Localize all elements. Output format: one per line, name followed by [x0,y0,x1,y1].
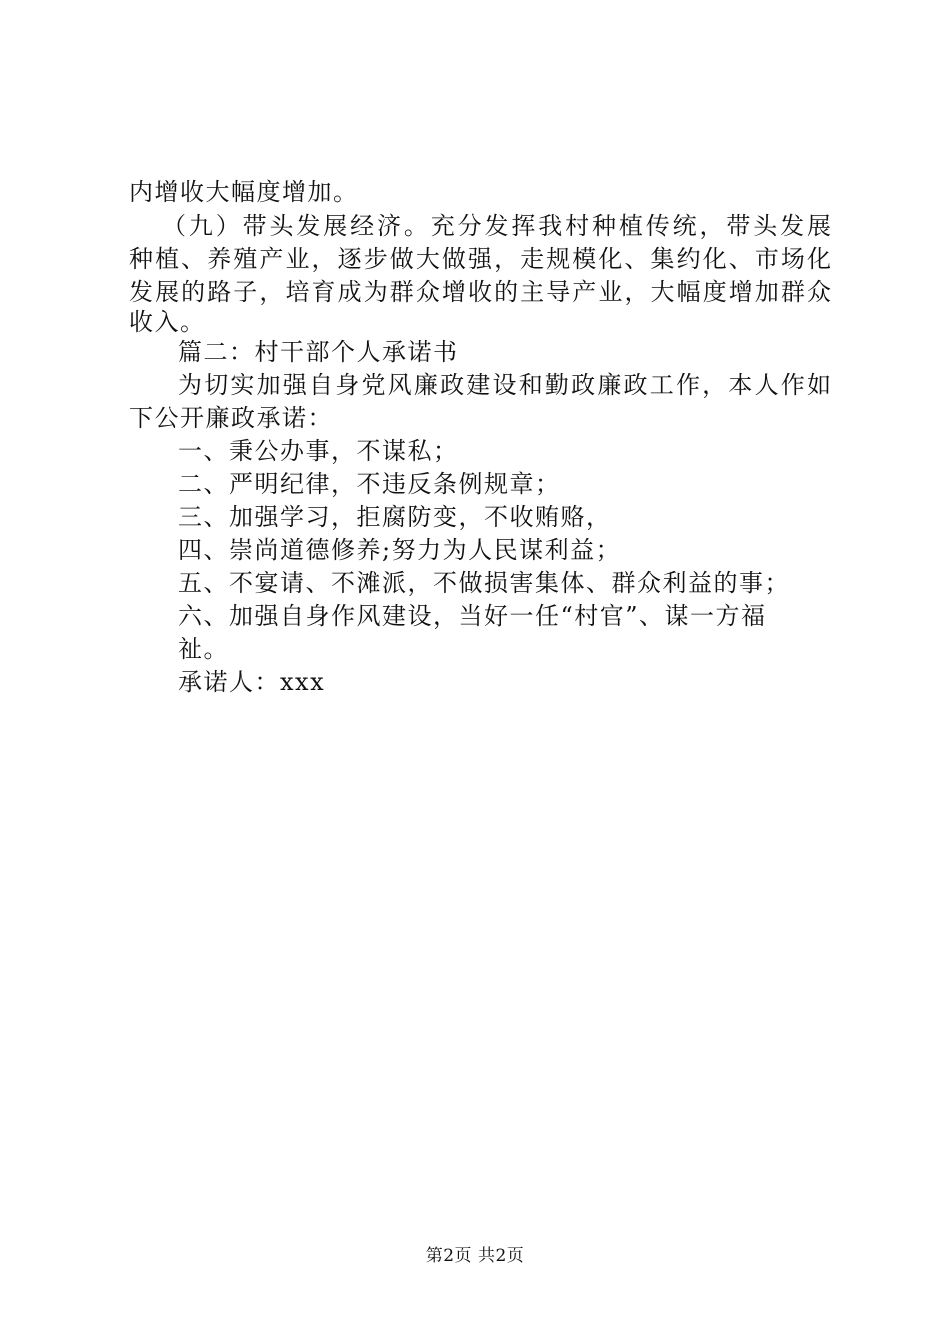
text-line: 收入。 [129,308,206,336]
text-line: （九）带头发展经济。充分发挥我村种植传统，带头发展 [162,212,831,240]
signature-line: 承诺人：xxx [178,668,326,696]
list-item: 六、加强自身作风建设，当好一任“村官”、谋一方福 [178,602,767,630]
list-item: 三、加强学习，拒腐防变，不收贿赂， [178,503,612,531]
list-item: 五、不宴请、不滩派，不做损害集体、群众利益的事； [178,569,790,597]
text-line: 为切实加强自身党风廉政建设和勤政廉政工作，本人作如 [178,371,831,399]
text-line: 祉。 [178,635,229,663]
text-line: 种植、养殖产业，逐步做大做强，走规模化、集约化、市场化 [129,245,831,273]
text-line: 下公开廉政承诺： [129,404,333,432]
list-item: 二、严明纪律，不违反条例规章； [178,470,561,498]
list-item: 四、崇尚道德修养;努力为人民谋利益； [178,536,622,564]
section-heading: 篇二：村干部个人承诺书 [178,338,459,366]
list-item: 一、秉公办事，不谋私； [178,437,459,465]
text-line: 内增收大幅度增加。 [129,178,359,206]
text-line: 发展的路子，培育成为群众增收的主导产业，大幅度增加群众 [129,278,831,306]
page-number-footer: 第2页 共2页 [425,1246,525,1266]
